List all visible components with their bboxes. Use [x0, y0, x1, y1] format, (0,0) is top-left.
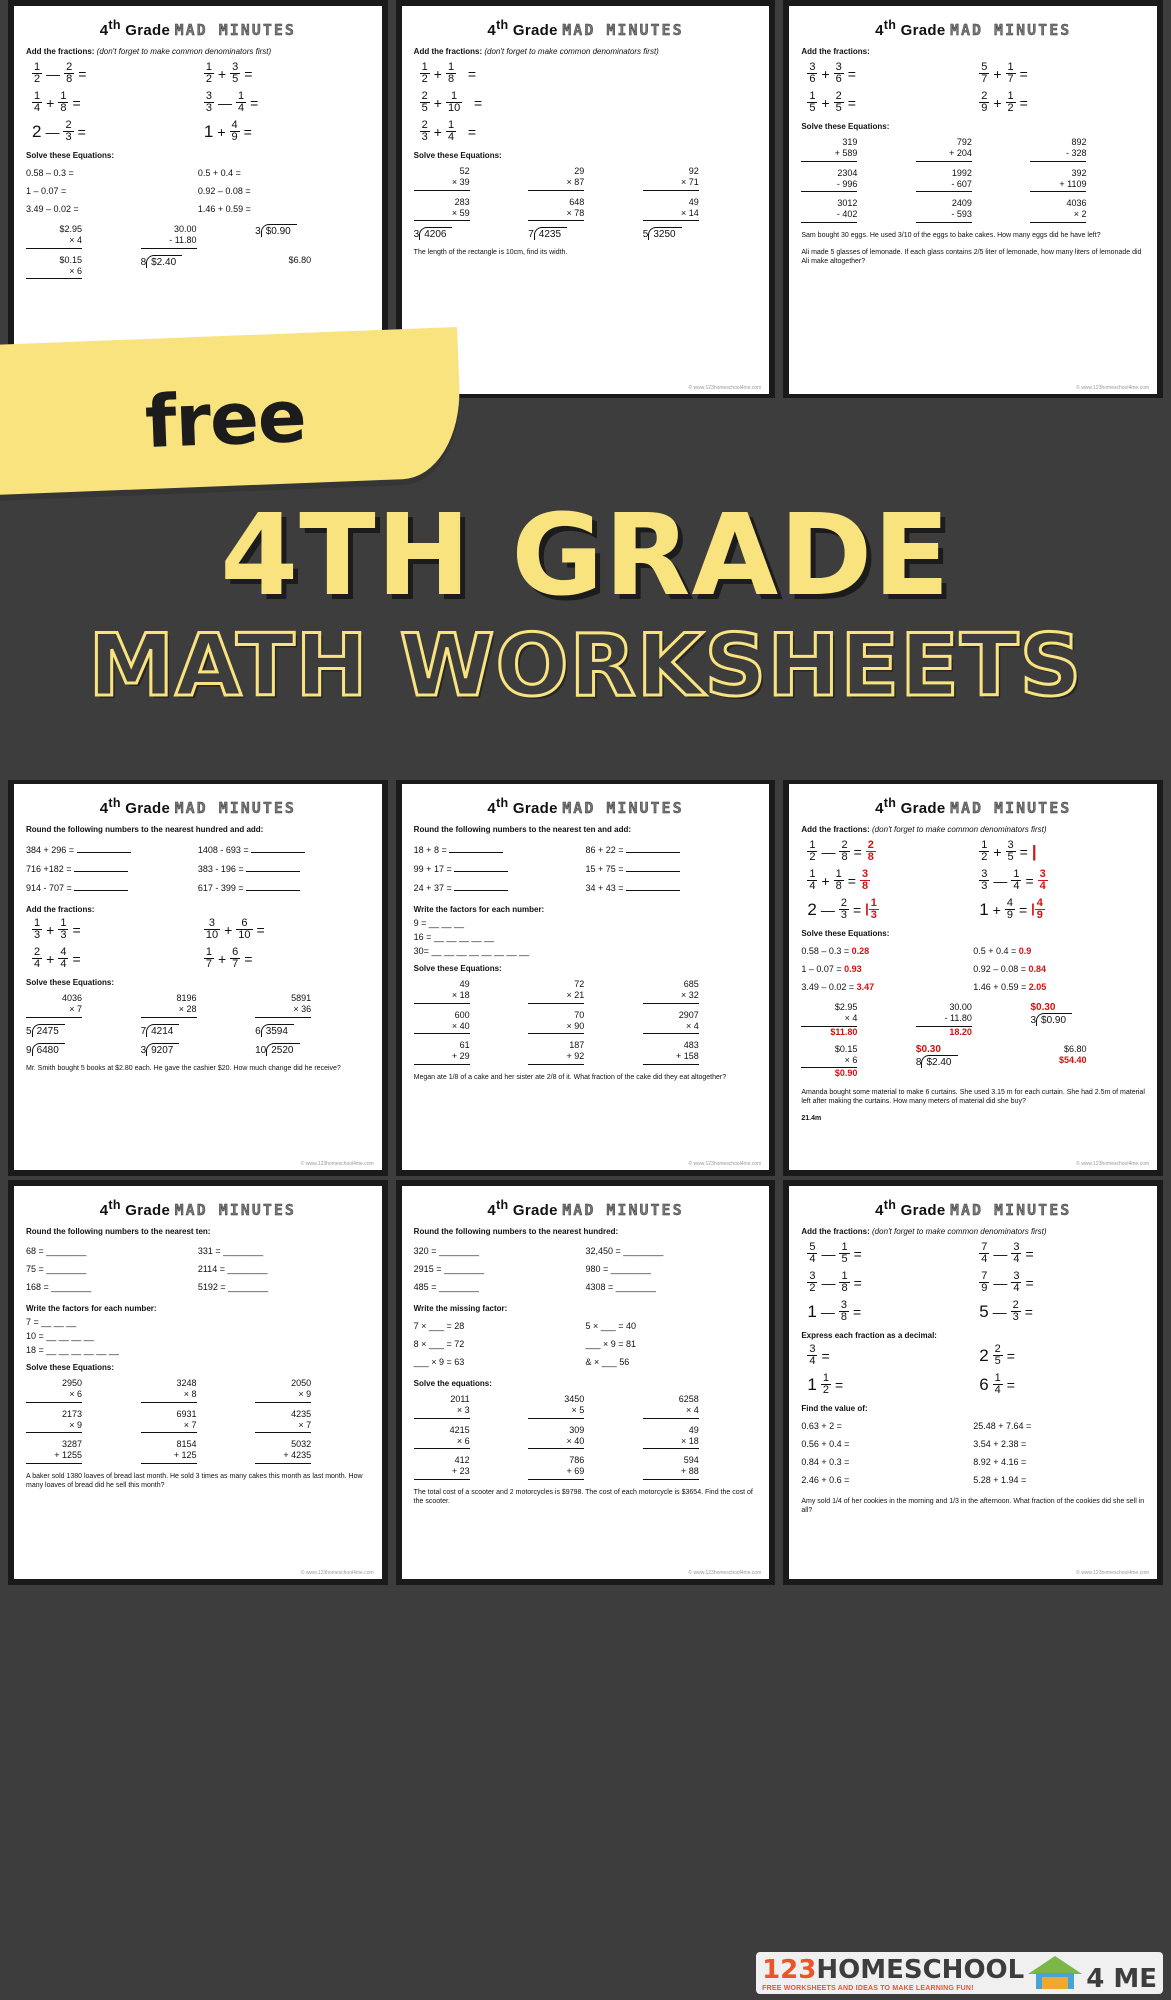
worksheet-instruction: Add the fractions: (don't forget to make common denominators first): [801, 825, 1047, 834]
worksheet-row-bottom: [0, 1180, 1171, 1585]
section-heading: Solve these Equations:: [413, 151, 502, 160]
worksheet-thumbnail-3[interactable]: [783, 0, 1163, 400]
equation: 384 + 296 =: [26, 844, 198, 855]
worksheet-title-mad: MAD MINUTES: [949, 799, 1072, 817]
equation: 1.46 + 0.59 =: [197, 204, 251, 214]
equation: 5192 = ________: [197, 1282, 269, 1292]
worksheet-title: 4th Grade MAD MINUTES: [487, 18, 684, 39]
factor-line: 18 = __ __ __ __ __ __: [26, 1345, 119, 1355]
equation: 0.5 + 0.4 = 0.9: [973, 946, 1032, 956]
house-icon: [1028, 1956, 1082, 1990]
column-problems: 49 × 18 72 × 21 685 × 32: [414, 979, 758, 1004]
worksheet-thumbnail-5[interactable]: [396, 778, 776, 1176]
worksheet-title-mad: MAD MINUTES: [174, 21, 296, 39]
column-problems: 4215 × 6 309 × 40 49 × 18: [414, 1425, 758, 1450]
column-problems: 52 × 39 29 × 87 92 × 71: [414, 166, 758, 191]
equation: 0.56 + 0.4 =: [801, 1439, 850, 1449]
equation: 0.58 – 0.3 =: [26, 168, 74, 178]
equation: 15 + 75 =: [586, 863, 758, 874]
column-problems: 9 6480 3 9207 10 2520: [26, 1043, 370, 1056]
worksheet-thumbnail-9[interactable]: [783, 1180, 1163, 1585]
worksheet-title-mad: MAD MINUTES: [949, 21, 1072, 39]
equation: 86 + 22 =: [586, 844, 758, 855]
worksheet-thumbnail-4[interactable]: [8, 778, 388, 1176]
equation: 5.28 + 1.94 =: [973, 1475, 1027, 1485]
equation: 1 – 0.07 =: [26, 186, 67, 196]
factor-line: ___ × 9 = 63: [413, 1357, 465, 1367]
equation: 0.92 – 0.08 = 0.84: [973, 964, 1047, 974]
word-problem: A baker sold 1380 loaves of bread last month. He sold 3 times as many cakes this month as last month. How many loaves of bread did he sell this month?: [26, 1472, 363, 1489]
column-problems: 3287 + 1255 8154 + 125 5032 + 4235: [26, 1439, 370, 1464]
column-problems: $2.95 × 4 30.00 - 11.80 3 $0.90: [26, 224, 370, 249]
fraction-row: 1 — $\frac{3}{8}$ = 5 — $\frac{2}{3}$ =: [807, 1299, 1033, 1323]
section-heading: Find the value of:: [801, 1404, 868, 1413]
fraction-row: $\frac{5}{4}$ — $\frac{1}{5}$ = $\frac{7}{4}$ — $\frac{3}{4}$ =: [809, 1241, 1034, 1265]
equation: 914 - 707 =: [26, 882, 198, 893]
equation: 1 – 0.07 = 0.93: [801, 964, 862, 974]
page-subtitle: MATH WORKSHEETS: [88, 616, 1083, 716]
equation: 3.49 – 0.02 =: [26, 204, 79, 214]
fraction-row: $\frac{2}{5}$ + $\frac{1}{10}$ =: [421, 90, 483, 114]
word-problem: The total cost of a scooter and 2 motorcycles is $9798. The cost of each motorcycle is $3654. Find the cost of the scooter.: [413, 1488, 753, 1505]
equation: 32,450 = ________: [585, 1246, 664, 1256]
section-heading: Solve these Equations:: [26, 978, 115, 987]
logo-123: 123: [762, 1955, 817, 1985]
fraction-row: $\frac{1}{2}$ — $\frac{2}{8}$ = $\frac{2}{8}$ $\frac{1}{2}$ + $\frac{3}{5}$ = |: [809, 839, 1037, 863]
column-problems: 283 × 59 648 × 78 49 × 14: [414, 197, 758, 222]
worksheet-title: 4th Grade MAD MINUTES: [99, 796, 296, 817]
fraction-row: $\frac{1}{2}$ — $\frac{2}{8}$ = $\frac{1}{2}$ + $\frac{3}{5}$ =: [34, 61, 253, 85]
fraction-row: $\frac{1}{3}$ + $\frac{1}{3}$ = $\frac{3}{10}$ + $\frac{6}{10}$ =: [34, 917, 265, 941]
equation: 75 = ________: [26, 1264, 87, 1274]
credit-text: © www.123homeschool4me.com: [688, 385, 762, 391]
word-problem: Megan ate 1/8 of a cake and her sister ate 2/8 of it. What fraction of the cake did they eat altogether?: [413, 1073, 727, 1081]
section-heading: Write the missing factor:: [413, 1304, 508, 1313]
fraction-row: $\frac{3}{2}$ — $\frac{1}{8}$ = $\frac{7}{9}$ — $\frac{3}{4}$ =: [809, 1270, 1034, 1294]
factor-line: 8 × ___ = 72: [413, 1339, 465, 1349]
worksheet-instruction: Add the fractions:: [801, 47, 870, 56]
section-heading: Solve these Equations:: [26, 1363, 115, 1372]
credit-text: © www.123homeschool4me.com: [300, 1570, 374, 1576]
equation: 320 = ________: [413, 1246, 479, 1256]
equation: 0.58 – 0.3 = 0.28: [801, 946, 870, 956]
column-problems: 4036 × 7 8196 × 28 5891 × 36: [26, 993, 370, 1018]
worksheet-thumbnail-7[interactable]: [8, 1180, 388, 1585]
fraction-row: $\frac{1}{2}$ + $\frac{1}{8}$ =: [421, 61, 477, 85]
factor-line: 7 = __ __ __: [26, 1317, 77, 1327]
equation: 0.5 + 0.4 =: [197, 168, 241, 178]
logo-wordmark: [762, 1957, 1024, 1983]
worksheet-title: 4th Grade MAD MINUTES: [487, 1198, 684, 1219]
column-problems: 2173 × 9 6931 × 7 4235 × 7: [26, 1409, 370, 1434]
section-heading: Express each fraction as a decimal:: [801, 1331, 937, 1340]
site-logo[interactable]: [756, 1952, 1163, 1994]
word-problem: Mr. Smith bought 5 books at $2.80 each. He gave the cashier $20. How much change did he receive?: [26, 1064, 341, 1072]
worksheet-title-mad: MAD MINUTES: [174, 1201, 296, 1219]
factor-line: 5 × ___ = 40: [585, 1321, 637, 1331]
page-title: 4TH GRADE: [220, 491, 951, 621]
factor-line: & × ___ 56: [585, 1357, 630, 1367]
worksheet-thumbnail-6-answer-key[interactable]: [783, 778, 1163, 1176]
equation: 168 = ________: [26, 1282, 92, 1292]
column-problems: 3012 - 402 2409 - 593 4036 × 2: [801, 198, 1145, 223]
column-problems: 5 2475 7 4214 6 3594: [26, 1024, 370, 1037]
equation: 485 = ________: [413, 1282, 479, 1292]
worksheet-instruction: Round the following numbers to the nearest ten:: [26, 1227, 211, 1236]
worksheet-title: 4th Grade MAD MINUTES: [99, 1198, 296, 1219]
credit-text: © www.123homeschool4me.com: [688, 1161, 762, 1167]
fraction-row: $\frac{1}{4}$ + $\frac{1}{8}$ = $\frac{3}{3}$ — $\frac{1}{4}$ =: [34, 90, 259, 114]
equation: 99 + 17 =: [414, 863, 586, 874]
equation: 3.54 + 2.38 =: [973, 1439, 1027, 1449]
equation: 0.92 – 0.08 =: [197, 186, 251, 196]
section-heading: Add the fractions:: [26, 905, 95, 914]
word-problem: Ali made 5 glasses of lemonade. If each glass contains 2/5 liter of lemonade, how many liters of lemonade did Ali make altogether?: [801, 248, 1142, 265]
worksheet-instruction: Add the fractions: (don't forget to make common denominators first): [413, 47, 659, 56]
logo-homeschool: HOMESCHOOL: [816, 1955, 1025, 1985]
equation: 2915 = ________: [413, 1264, 484, 1274]
column-problems: 412 + 23 786 + 69 594 + 88: [414, 1455, 758, 1480]
column-problems: $0.15 × 6 8 $2.40 $6.80: [26, 255, 370, 280]
section-heading: Solve the equations:: [413, 1379, 492, 1388]
equation: 1.46 + 0.59 = 2.05: [973, 982, 1047, 992]
section-heading: Solve these Equations:: [26, 151, 115, 160]
fraction-row: $\frac{1}{5}$ + $\frac{2}{5}$ = $\frac{2}{9}$ + $\frac{1}{2}$ =: [809, 90, 1028, 114]
section-heading: Solve these Equations:: [801, 122, 890, 131]
fraction-row: $\frac{2}{4}$ + $\frac{4}{4}$ = $\frac{1}{7}$ + $\frac{6}{7}$ =: [34, 946, 253, 970]
fraction-row: $\frac{1}{4}$ + $\frac{1}{8}$ = $\frac{3}{8}$ $\frac{3}{3}$ — $\frac{1}{4}$ = $\frac{3}{4}$: [809, 868, 1046, 892]
column-problems: 2304 - 996 1992 - 607 392 + 1109: [801, 168, 1145, 193]
fraction-row: $\frac{3}{4}$ = 2 $\frac{2}{5}$ =: [809, 1343, 1015, 1367]
equation: 980 = ________: [585, 1264, 651, 1274]
column-problems: 2950 × 6 3248 × 8 2050 × 9: [26, 1378, 370, 1403]
fraction-row: $\frac{3}{6}$ + $\frac{3}{6}$ = $\frac{5}{7}$ + $\frac{1}{7}$ =: [809, 61, 1028, 85]
column-problems: $2.95 × 4 $11.80 30.00 - 11.80 18.20 $0.30 3 $0.90: [801, 1002, 1145, 1038]
factor-line: ___ × 9 = 81: [585, 1339, 637, 1349]
column-problems: $0.15 × 6 $0.90 $0.30 8 $2.40 $6.80 $54.40: [801, 1044, 1145, 1080]
equation: 4308 = ________: [585, 1282, 656, 1292]
equation: 25.48 + 7.64 =: [973, 1421, 1032, 1431]
section-heading: Solve these Equations:: [413, 964, 502, 973]
column-problems: 319 + 589 792 + 204 892 - 328: [801, 137, 1145, 162]
column-problems: 61 + 29 187 + 92 483 + 158: [414, 1040, 758, 1065]
free-label: free: [143, 373, 308, 465]
equation: 18 + 8 =: [414, 844, 586, 855]
equation: 2114 = ________: [197, 1264, 268, 1274]
credit-text: © www.123homeschool4me.com: [300, 1161, 374, 1167]
section-heading: Write the factors for each number:: [26, 1304, 157, 1313]
credit-text: © www.123homeschool4me.com: [1076, 1570, 1150, 1576]
equation: 24 + 37 =: [414, 882, 586, 893]
equation: 716 +182 =: [26, 863, 198, 874]
word-problem: Amanda bought some material to make 6 curtains. She used 3.15 m for each curtain. She had 2.5m of material left after making the curtains. How many meters of material did she buy?: [801, 1088, 1145, 1105]
credit-text: © www.123homeschool4me.com: [1076, 385, 1150, 391]
factor-line: 10 = __ __ __ __: [26, 1331, 94, 1341]
section-heading: Write the factors for each number:: [413, 905, 545, 914]
column-problems: 600 × 40 70 × 90 2907 × 4: [414, 1010, 758, 1035]
credit-text: © www.123homeschool4me.com: [688, 1570, 762, 1576]
worksheet-title-mad: MAD MINUTES: [174, 799, 296, 817]
word-problem: Sam bought 30 eggs. He used 3/10 of the eggs to bake cakes. How many eggs did he have left?: [801, 231, 1101, 239]
free-ribbon: [0, 327, 463, 495]
worksheet-title-mad: MAD MINUTES: [562, 1201, 684, 1219]
worksheet-title: 4th Grade MAD MINUTES: [99, 18, 296, 39]
equation: 331 = ________: [197, 1246, 264, 1256]
equation: 3.49 – 0.02 = 3.47: [801, 982, 875, 992]
column-problems: 2011 × 3 3450 × 5 6258 × 4: [414, 1394, 758, 1419]
logo-4me: 4 ME: [1086, 1964, 1157, 1994]
worksheet-title-mad: MAD MINUTES: [562, 799, 684, 817]
word-problem: Amy sold 1/4 of her cookies in the morning and 1/3 in the afternoon. What fraction of the cookies did she sell in all?: [801, 1498, 1145, 1515]
equation: 0.63 + 2 =: [801, 1421, 842, 1431]
section-heading: Solve these Equations:: [801, 929, 890, 938]
worksheet-title: 4th Grade MAD MINUTES: [875, 1198, 1072, 1219]
factor-line: 7 × ___ = 28: [413, 1321, 465, 1331]
word-problem-answer: 21.4m: [801, 1114, 822, 1122]
worksheet-instruction: Add the fractions: (don't forget to make common denominators first): [801, 1227, 1047, 1236]
equation: 1408 - 693 =: [198, 844, 370, 855]
worksheet-instruction: Round the following numbers to the nearest hundred:: [413, 1227, 619, 1236]
equation: 617 - 399 =: [198, 882, 370, 893]
equation: 0.84 + 0.3 =: [801, 1457, 850, 1467]
equation: 2.46 + 0.6 =: [801, 1475, 850, 1485]
word-problem: The length of the rectangle is 10cm, find its width.: [413, 249, 568, 256]
worksheet-instruction: Round the following numbers to the nearest hundred and add:: [26, 825, 264, 834]
worksheet-title: 4th Grade MAD MINUTES: [487, 796, 684, 817]
worksheet-title-mad: MAD MINUTES: [562, 21, 684, 39]
column-problems: 3 4206 7 4235 5 3250: [414, 227, 758, 240]
equation: 34 + 43 =: [586, 882, 758, 893]
logo-tagline: FREE WORKSHEETS AND IDEAS TO MAKE LEARNING FUN!: [762, 1985, 974, 1992]
factor-line: 16 = __ __ __ __ __: [413, 932, 494, 942]
fraction-row: $\frac{2}{3}$ + $\frac{1}{4}$ =: [421, 119, 477, 143]
worksheet-row-middle: [0, 778, 1171, 1176]
worksheet-title-mad: MAD MINUTES: [949, 1201, 1072, 1219]
factor-line: 30= __ __ __ __ __ __ __ __: [413, 946, 530, 956]
factor-line: 9 = __ __ __: [413, 918, 464, 928]
equation: 383 - 196 =: [198, 863, 370, 874]
credit-text: © www.123homeschool4me.com: [1076, 1161, 1150, 1167]
fraction-row: 1 $\frac{1}{2}$ = 6 $\frac{1}{4}$ =: [807, 1372, 1015, 1396]
worksheet-instruction: Add the fractions: (don't forget to make common denominators first): [26, 47, 272, 56]
worksheet-title: 4th Grade MAD MINUTES: [875, 18, 1072, 39]
equation: 68 = ________: [26, 1246, 87, 1256]
fraction-row: 2 — $\frac{2}{3}$ = | $\frac{1}{3}$ 1 + $\frac{4}{9}$ = | $\frac{4}{9}$: [807, 897, 1043, 921]
worksheet-instruction: Round the following numbers to the nearest ten and add:: [413, 825, 632, 834]
equation: 8.92 + 4.16 =: [973, 1457, 1027, 1467]
worksheet-thumbnail-8[interactable]: [396, 1180, 776, 1585]
worksheet-title: 4th Grade MAD MINUTES: [875, 796, 1072, 817]
fraction-row: 2 — $\frac{2}{3}$ = 1 + $\frac{4}{9}$ =: [32, 119, 252, 143]
